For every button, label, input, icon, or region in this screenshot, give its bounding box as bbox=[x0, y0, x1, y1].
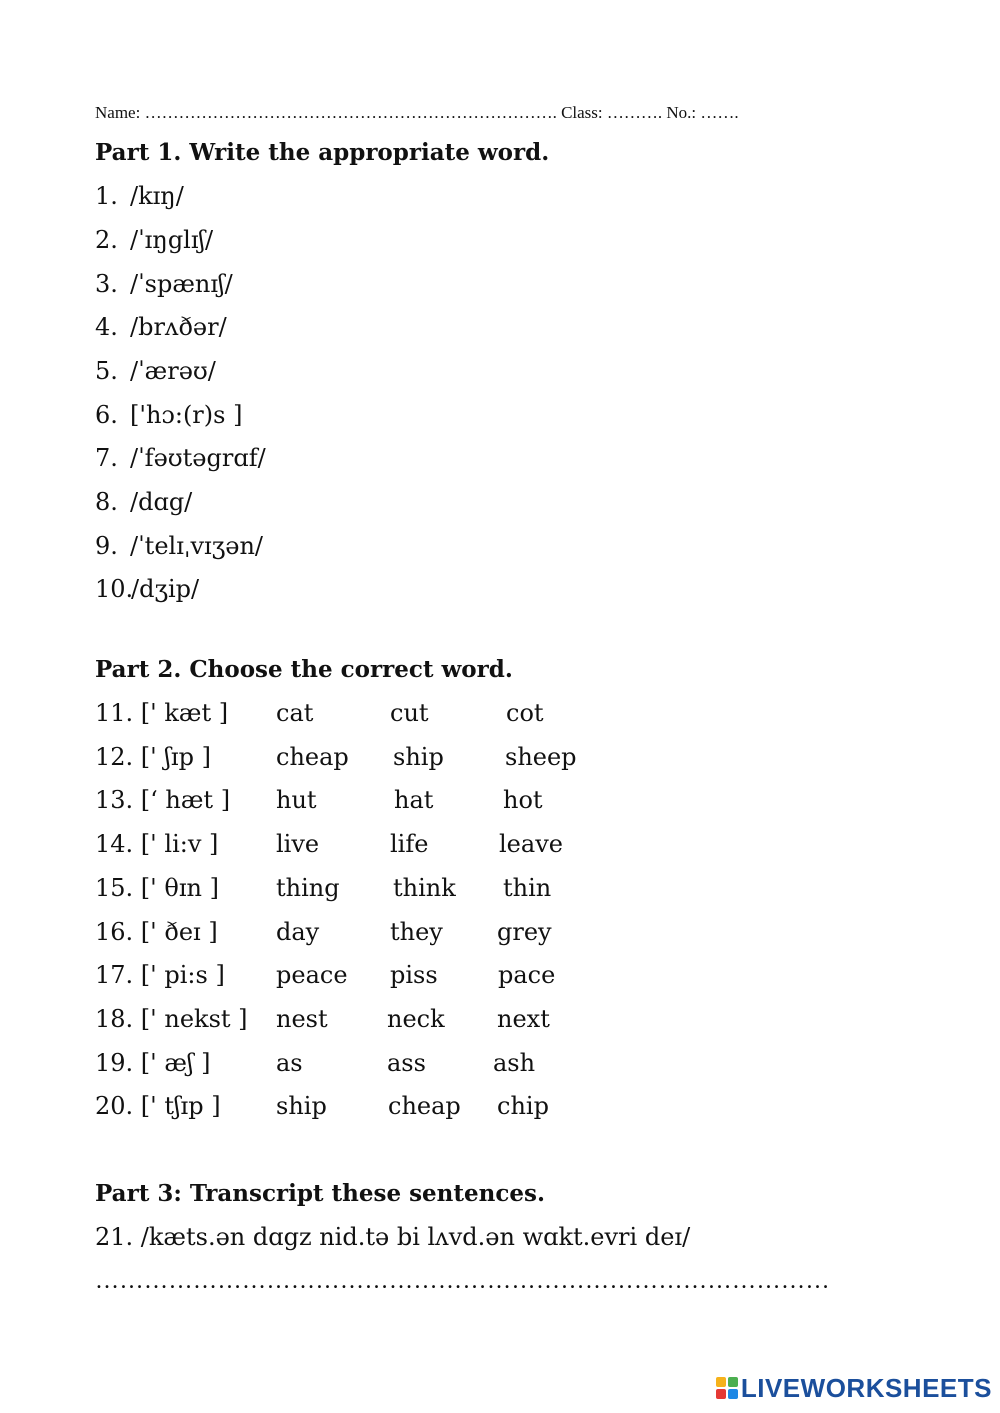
answer-option[interactable]: next bbox=[497, 1005, 550, 1033]
item-number: 8. bbox=[95, 488, 118, 516]
logo-text: LIVEWORKSHEETS bbox=[740, 1372, 992, 1403]
phonetic-transcription: /dʒip/ bbox=[131, 575, 200, 603]
phonetic-transcription: /ˈærəʊ/ bbox=[130, 357, 216, 385]
answer-option[interactable]: cheap bbox=[276, 743, 349, 771]
answer-option[interactable]: leave bbox=[499, 830, 563, 858]
phonetic-transcription: /ˈspænɪʃ/ bbox=[130, 270, 233, 298]
answer-option[interactable]: chip bbox=[497, 1092, 549, 1120]
item-number: 7. bbox=[95, 444, 118, 472]
part1-item bbox=[95, 357, 216, 385]
answer-option[interactable]: thin bbox=[503, 874, 552, 902]
answer-option[interactable]: ship bbox=[393, 743, 444, 771]
answer-option[interactable]: hot bbox=[503, 786, 543, 814]
answer-option[interactable]: thing bbox=[276, 874, 340, 902]
name-field[interactable]: ………………………………………………………………. bbox=[144, 103, 557, 122]
answer-option[interactable]: piss bbox=[390, 961, 438, 989]
part2-item-label: 11. [' kæt ] bbox=[95, 699, 229, 727]
part1-item bbox=[95, 575, 199, 603]
part2-item-label: 16. [' ðeɪ ] bbox=[95, 918, 218, 946]
phonetic-transcription: /ˈɪŋglɪʃ/ bbox=[130, 226, 214, 254]
item-number: 9. bbox=[95, 532, 118, 560]
class-label: Class: bbox=[561, 103, 603, 122]
logo-icon bbox=[716, 1377, 738, 1399]
item-number: 1. bbox=[95, 182, 118, 210]
item-number: 3. bbox=[95, 270, 118, 298]
part2-item-label: 18. [' nekst ] bbox=[95, 1005, 248, 1033]
phonetic-transcription: /brʌðər/ bbox=[130, 313, 227, 341]
part2-item-label: 20. [' tʃɪp ] bbox=[95, 1092, 221, 1120]
answer-option[interactable]: day bbox=[276, 918, 320, 946]
student-info-line bbox=[95, 103, 739, 123]
answer-option[interactable]: pace bbox=[498, 961, 556, 989]
part1-item bbox=[95, 182, 184, 210]
phonetic-transcription: /kɪŋ/ bbox=[130, 182, 184, 210]
answer-option[interactable]: live bbox=[276, 830, 320, 858]
answer-option[interactable]: they bbox=[390, 918, 443, 946]
phonetic-transcription: /ˈtelɪˌvɪʒən/ bbox=[130, 532, 264, 560]
answer-option[interactable]: cat bbox=[276, 699, 314, 727]
answer-option[interactable]: nest bbox=[276, 1005, 328, 1033]
answer-option[interactable]: as bbox=[276, 1049, 303, 1077]
part3-item-21: 21. /kæts.ən dɑgz nid.tə bi lʌvd.ən wɑkt.evri deɪ/ bbox=[95, 1223, 691, 1251]
part1-item bbox=[95, 401, 242, 429]
part2-item-label: 12. [' ʃɪp ] bbox=[95, 743, 211, 771]
answer-option[interactable]: cheap bbox=[388, 1092, 461, 1120]
answer-option[interactable]: grey bbox=[497, 918, 552, 946]
answer-option[interactable]: cut bbox=[390, 699, 429, 727]
part2-title: Part 2. Choose the correct word. bbox=[95, 656, 513, 683]
phonetic-transcription: /dɑg/ bbox=[130, 488, 193, 516]
number-label: No.: bbox=[666, 103, 697, 122]
part2-item-label: 15. [' θɪn ] bbox=[95, 874, 219, 902]
answer-option[interactable]: ash bbox=[493, 1049, 536, 1077]
part1-item bbox=[95, 444, 266, 472]
part1-item bbox=[95, 313, 227, 341]
answer-line-21[interactable]: ……………………………………………………………………………… bbox=[95, 1268, 830, 1294]
answer-option[interactable]: cot bbox=[506, 699, 544, 727]
item-number: 10. bbox=[95, 575, 134, 603]
item-number: 4. bbox=[95, 313, 118, 341]
part1-item bbox=[95, 532, 263, 560]
answer-option[interactable]: hut bbox=[276, 786, 317, 814]
answer-option[interactable]: neck bbox=[387, 1005, 445, 1033]
part2-item-label: 13. [‘ hæt ] bbox=[95, 786, 231, 814]
name-label: Name: bbox=[95, 103, 141, 122]
part1-item bbox=[95, 488, 192, 516]
answer-option[interactable]: peace bbox=[276, 961, 348, 989]
answer-option[interactable]: sheep bbox=[505, 743, 577, 771]
part2-item-label: 17. [' pi:s ] bbox=[95, 961, 225, 989]
part2-item-label: 14. [' li:v ] bbox=[95, 830, 219, 858]
phonetic-transcription: ['hɔ:(r)s ] bbox=[130, 401, 243, 429]
class-field[interactable]: ………. bbox=[606, 103, 663, 122]
answer-option[interactable]: ship bbox=[276, 1092, 327, 1120]
answer-option[interactable]: ass bbox=[387, 1049, 426, 1077]
answer-option[interactable]: hat bbox=[394, 786, 434, 814]
part3-title: Part 3: Transcript these sentences. bbox=[95, 1180, 545, 1207]
liveworksheets-logo bbox=[716, 1373, 992, 1403]
part1-title: Part 1. Write the appropriate word. bbox=[95, 139, 550, 166]
number-field[interactable]: ……. bbox=[700, 103, 739, 122]
answer-option[interactable]: life bbox=[390, 830, 429, 858]
item-number: 2. bbox=[95, 226, 118, 254]
item-number: 6. bbox=[95, 401, 118, 429]
part2-item-label: 19. [' æʃ ] bbox=[95, 1049, 211, 1077]
item-number: 5. bbox=[95, 357, 118, 385]
part1-item bbox=[95, 226, 213, 254]
phonetic-transcription: /ˈfəʊtəgrɑf/ bbox=[130, 444, 266, 472]
answer-option[interactable]: think bbox=[393, 874, 456, 902]
part1-item bbox=[95, 270, 233, 298]
